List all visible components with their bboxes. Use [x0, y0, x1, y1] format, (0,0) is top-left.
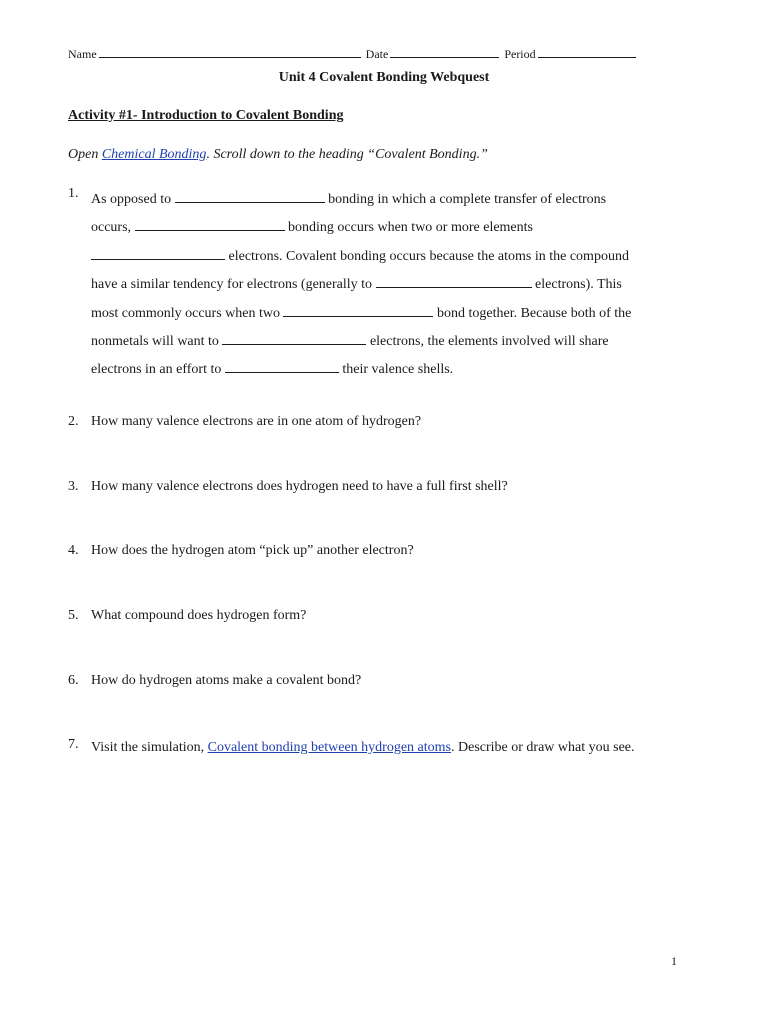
- name-field[interactable]: [99, 46, 361, 58]
- q1-text-segment: electrons, the elements involved will share: [369, 334, 609, 350]
- question-4-text: How does the hydrogen atom “pick up” another electron?: [91, 543, 414, 558]
- period-field[interactable]: [538, 46, 636, 58]
- question-2-number: 2.: [68, 414, 79, 429]
- question-7-text: [91, 737, 663, 758]
- date-field[interactable]: [390, 46, 499, 58]
- q1-blank-6[interactable]: [222, 332, 366, 345]
- q1-text-segment: As opposed to: [91, 192, 172, 207]
- q1-text-segment: their valence shells.: [342, 362, 454, 378]
- q1-text-segment: bonding occurs when two or more elements: [288, 220, 533, 236]
- q1-blank-7[interactable]: [225, 360, 339, 373]
- student-info-line: [68, 46, 708, 62]
- instruction-prefix: Open: [68, 147, 99, 162]
- q1-text-segment: electrons). This: [535, 277, 622, 293]
- question-5-number: 5.: [68, 608, 79, 623]
- q1-text-segment: bond together. Because both of the: [436, 305, 632, 321]
- q1-text-segment: electrons. Covalent bonding occurs because the atoms in the compound: [228, 248, 629, 264]
- question-7-number: 7.: [68, 737, 79, 752]
- date-label: Date: [365, 47, 389, 61]
- activity-heading: Activity #1- Introduction to Covalent Bonding: [68, 108, 344, 123]
- name-label: Name: [68, 47, 97, 61]
- instruction-suffix: . Scroll down to the heading “Covalent Bonding.”: [206, 147, 488, 162]
- q1-blank-5[interactable]: [283, 304, 433, 317]
- page-number: 1: [671, 954, 677, 968]
- q1-blank-4[interactable]: [376, 275, 532, 288]
- chemical-bonding-link[interactable]: Chemical Bonding: [101, 147, 207, 162]
- q7-suffix: . Describe or draw what you see.: [451, 740, 635, 755]
- q1-text-segment: most commonly occurs when two: [91, 305, 280, 321]
- q7-prefix: Visit the simulation,: [91, 740, 205, 755]
- question-2-text: How many valence electrons are in one atom of hydrogen?: [91, 414, 422, 429]
- activity-instruction: [68, 147, 488, 163]
- q1-blank-3[interactable]: [91, 247, 225, 260]
- q1-text-segment: have a similar tendency for electrons (generally to: [91, 277, 373, 293]
- covalent-bonding-simulation-link[interactable]: Covalent bonding between hydrogen atoms: [207, 740, 452, 755]
- q1-text-segment: nonmetals will want to: [91, 334, 219, 350]
- question-5-text: What compound does hydrogen form?: [91, 608, 307, 623]
- question-1-text: [91, 186, 671, 385]
- page-title: Unit 4 Covalent Bonding Webquest: [278, 70, 490, 85]
- question-6-text: How do hydrogen atoms make a covalent bond?: [91, 673, 362, 688]
- q1-text-segment: occurs,: [91, 220, 132, 236]
- question-3-number: 3.: [68, 479, 79, 494]
- question-6-number: 6.: [68, 673, 79, 688]
- q1-blank-1[interactable]: [175, 190, 325, 203]
- period-label: Period: [504, 47, 536, 61]
- q1-text-segment: bonding in which a complete transfer of electrons: [328, 192, 607, 207]
- question-3-text: How many valence electrons does hydrogen need to have a full first shell?: [91, 479, 508, 494]
- question-4-number: 4.: [68, 543, 79, 558]
- q1-text-segment: electrons in an effort to: [91, 362, 222, 378]
- q1-blank-2[interactable]: [135, 218, 285, 231]
- question-1-number: 1.: [68, 186, 79, 201]
